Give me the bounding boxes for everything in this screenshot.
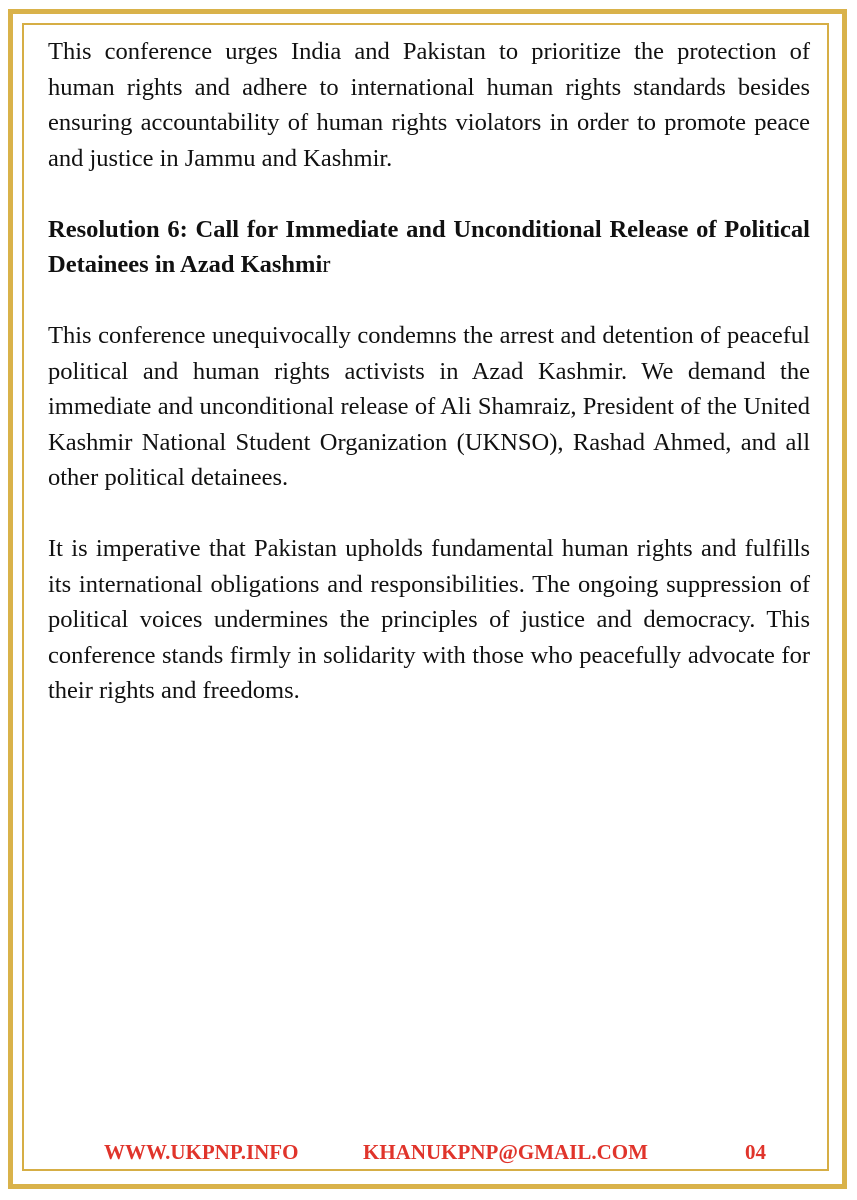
resolution-6-heading-bold: Resolution 6: Call for Immediate and Unconditional Release of Political Detainees in Azad Kashmi [48, 215, 810, 278]
document-body [48, 34, 810, 709]
footer-email-link[interactable]: KHANUKPNP@GMAIL.COM [363, 1140, 648, 1164]
paragraph-human-rights-standards: This conference urges India and Pakistan to prioritize the protection of human rights and adhere to international human rights standards besides ensuring accountability of human rights violators in order to promote peace and justice in Jammu and Kashmir. [48, 38, 810, 172]
paragraph-condemn-detention: This conference unequivocally condemns the arrest and detention of peaceful political and human rights activists in Azad Kashmir. We demand the immediate and unconditional release of Ali Shamraiz, President of the United Kashmir National Student Organization (UKNSO), Rashad Ahmed, and all other political detainees. [48, 322, 810, 491]
resolution-6-heading-tail: r [322, 251, 331, 278]
paragraph-pakistan-obligations: It is imperative that Pakistan upholds fundamental human rights and fulfills its international obligations and responsibilities. The ongoing suppression of political voices undermines the principles of justice and democracy. This conference stands firmly in solidarity with those who peacefully advocate for their rights and freedoms. [48, 535, 810, 704]
page-number: 04 [745, 1140, 766, 1164]
page-footer [0, 1140, 857, 1172]
footer-website-link[interactable]: WWW.UKPNP.INFO [104, 1140, 299, 1164]
resolution-6-heading [48, 212, 810, 283]
